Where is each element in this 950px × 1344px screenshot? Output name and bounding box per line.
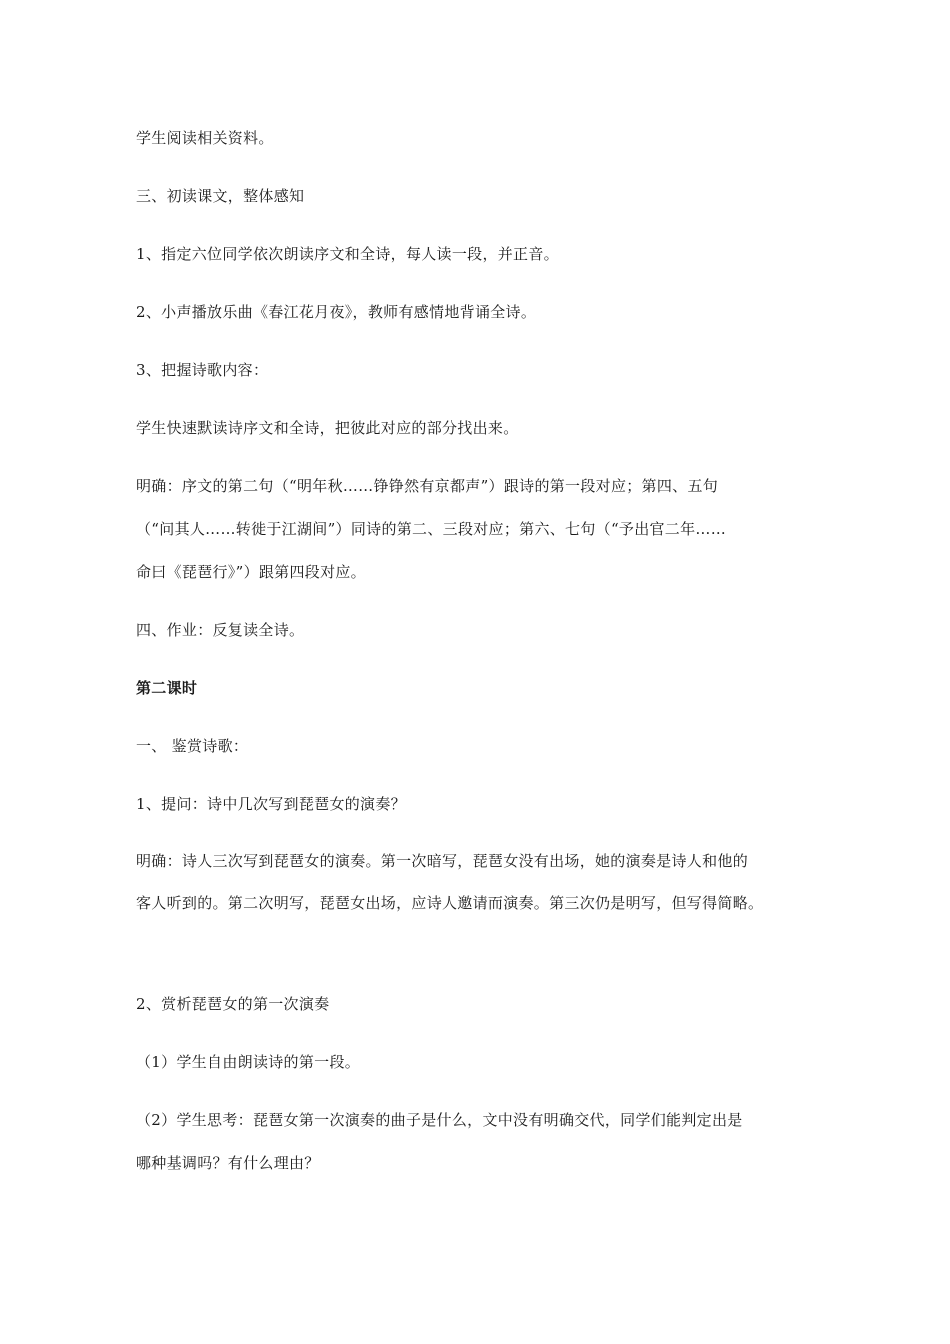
- lesson-heading: 第二课时: [136, 679, 198, 697]
- paragraph-line: 1、提问：诗中几次写到琵琶女的演奏？: [136, 795, 406, 813]
- paragraph-line: 2、赏析琵琶女的第一次演奏: [136, 995, 330, 1013]
- section-heading: 一、 鉴赏诗歌：: [136, 737, 249, 755]
- paragraph-line: 客人听到的。第二次明写，琵琶女出场，应诗人邀请而演奏。第三次仍是明写，但写得简略。: [136, 894, 764, 912]
- section-heading: 三、初读课文，整体感知: [136, 187, 305, 205]
- paragraph-line: 3、把握诗歌内容：: [136, 361, 269, 379]
- paragraph-line: 命曰《琵琶行》”）跟第四段对应。: [136, 563, 366, 581]
- paragraph-line: （1）学生自由朗读诗的第一段。: [136, 1053, 361, 1071]
- paragraph-line: 学生快速默读诗序文和全诗，把彼此对应的部分找出来。: [136, 419, 519, 437]
- paragraph-line: 哪种基调吗？有什么理由？: [136, 1154, 320, 1172]
- section-heading: 四、作业：反复读全诗。: [136, 621, 305, 639]
- paragraph-line: 学生阅读相关资料。: [136, 129, 274, 147]
- paragraph-line: 2、小声播放乐曲《春江花月夜》，教师有感情地背诵全诗。: [136, 303, 537, 321]
- paragraph-line: （2）学生思考：琵琶女第一次演奏的曲子是什么，文中没有明确交代，同学们能判定出是: [136, 1111, 743, 1129]
- paragraph-line: （“问其人……转徙于江湖间”）同诗的第二、三段对应；第六、七句（“予出官二年……: [136, 520, 727, 538]
- paragraph-line: 1、指定六位同学依次朗读序文和全诗，每人读一段，并正音。: [136, 245, 559, 263]
- paragraph-line: 明确：序文的第二句（“明年秋……铮铮然有京都声”）跟诗的第一段对应；第四、五句: [136, 477, 719, 495]
- paragraph-line: 明确：诗人三次写到琵琶女的演奏。第一次暗写，琵琶女没有出场，她的演奏是诗人和他的: [136, 852, 749, 870]
